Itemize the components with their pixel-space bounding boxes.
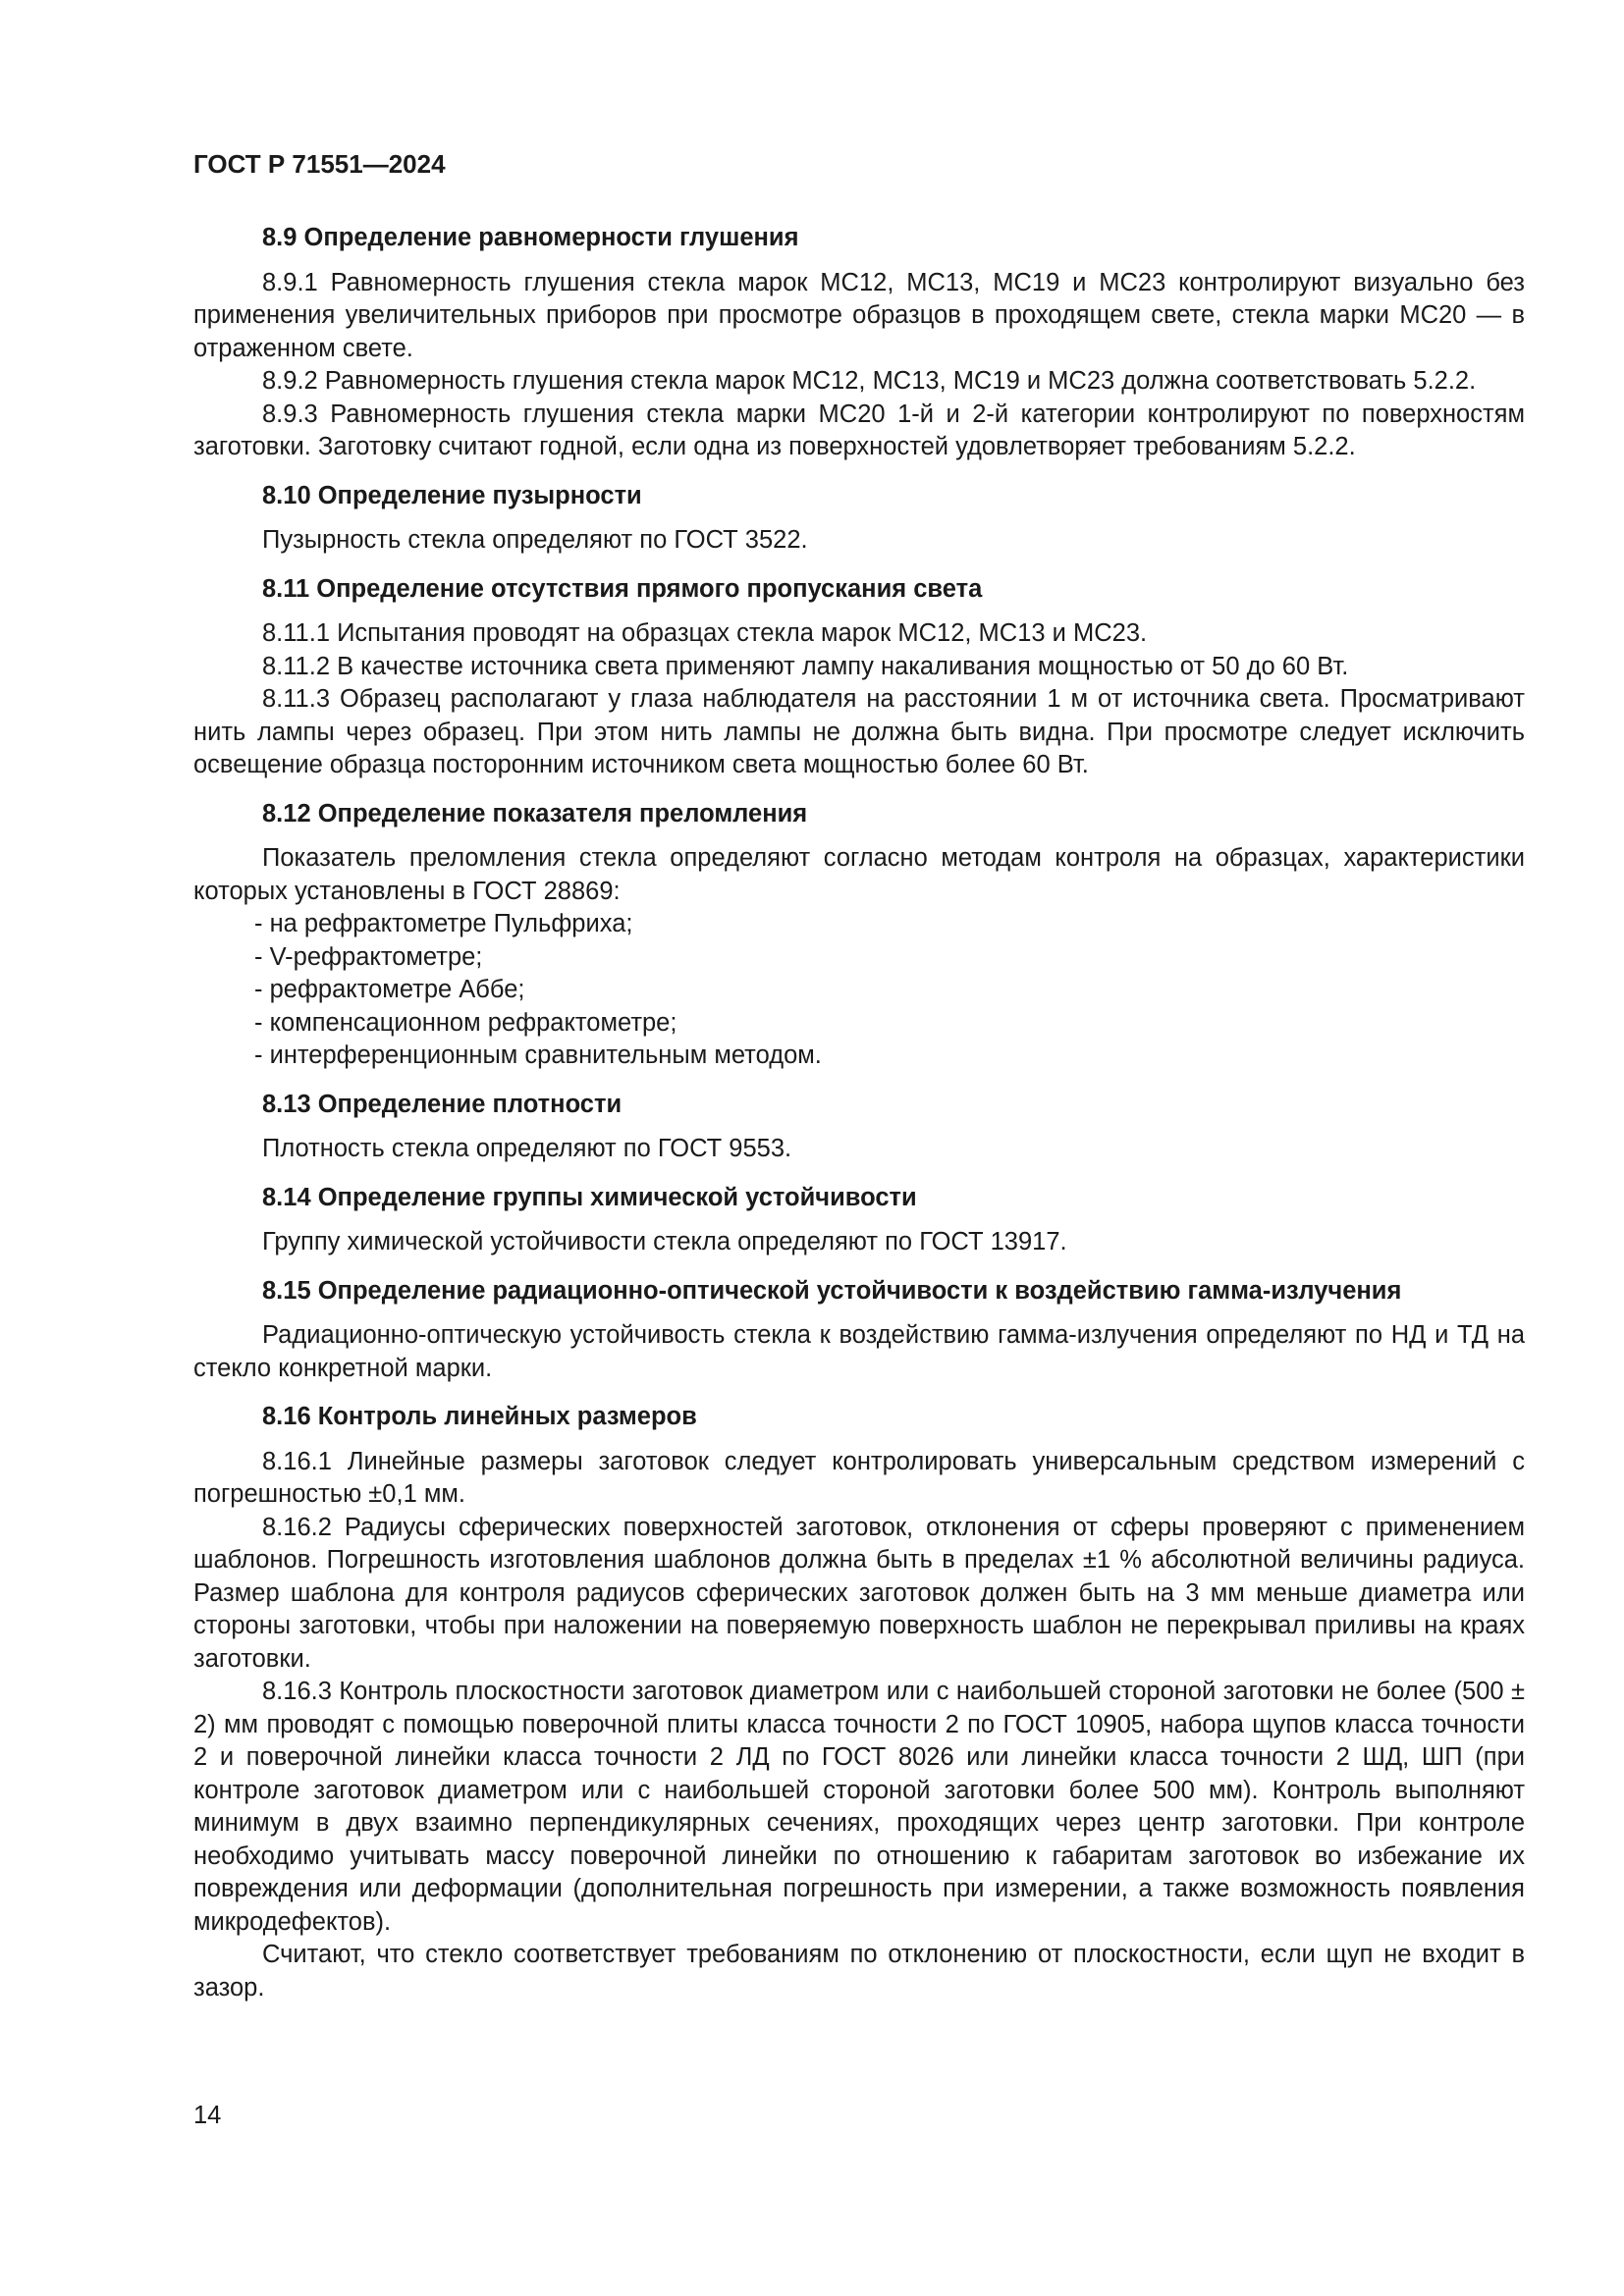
list-item: - на рефрактометре Пульфриха; [254,910,633,937]
section-8-15 [193,1275,1525,1386]
paragraph: 8.11.3 Образец располагают у глаза наблюдателя на расстоянии 1 м от источника света. Просматривают нить лампы через образец. При этом нить лампы не должна быть видна. При просмотре следует исключить освещение образца посторонним источником света мощностью более 60 Вт. [193,685,1525,778]
paragraph: 8.9.3 Равномерность глушения стекла марки МС20 1-й и 2-й категории контролируют по поверхностям заготовки. Заготовку считают годной, если одна из поверхностей удовлетворяет требованиям 5.2.2. [193,400,1525,460]
section-8-12 [193,798,1525,1073]
section-8-11 [193,573,1525,782]
section-title: 8.9 Определение равномерности глушения [262,224,799,251]
page-number: 14 [193,2102,222,2129]
section-title: 8.11 Определение отсутствия прямого пропускания света [262,574,983,603]
paragraph: 8.11.2 В качестве источника света применяют лампу накаливания мощностью от 50 до 60 Вт. [262,652,1349,680]
section-title: 8.15 Определение радиационно-оптической устойчивости к воздействию гамма-излучения [262,1276,1402,1305]
paragraph: Пузырность стекла определяют по ГОСТ 3522. [262,526,808,554]
document-header: ГОСТ Р 71551—2024 [193,149,446,179]
paragraph: 8.16.2 Радиусы сферических поверхностей заготовок, отклонения от сферы проверяют с применением шаблонов. Погрешность изготовления шаблонов должна быть в пределах ±1 % абсолютной величины радиуса. Размер шаблона для контроля радиусов сферических заготовок должен быть на 3 мм меньше диаметра или стороны заготовки, чтобы при наложении на поверяемую поверхность шаблон не перекрывал приливы на краях заготовки. [193,1513,1525,1673]
section-8-13 [193,1089,1525,1166]
section-8-10 [193,480,1525,558]
section-8-14 [193,1182,1525,1259]
paragraph: Показатель преломления стекла определяют согласно методам контроля на образцах, характеристики которых установлены в ГОСТ 28869: [193,844,1525,905]
section-title: 8.12 Определение показателя преломления [262,799,808,828]
list-item: - компенсационном рефрактометре; [254,1008,677,1037]
section-8-9 [193,222,1525,464]
method-list [193,908,1525,1073]
document-page [193,149,1525,2020]
paragraph: Радиационно-оптическую устойчивость стекла к воздействию гамма-излучения определяют по НД и ТД на стекло конкретной марки. [193,1321,1525,1382]
paragraph: Группу химической устойчивости стекла определяют по ГОСТ 13917. [262,1228,1067,1255]
paragraph: Считают, что стекло соответствует требованиям по отклонению от плоскостности, если щуп не входит в зазор. [193,1941,1525,2002]
paragraph: 8.16.1 Линейные размеры заготовок следует контролировать универсальным средством измерений с погрешностью ±0,1 мм. [193,1447,1525,1508]
section-title: 8.14 Определение группы химической устойчивости [262,1183,917,1211]
paragraph: Плотность стекла определяют по ГОСТ 9553. [262,1135,792,1162]
paragraph: 8.16.3 Контроль плоскостности заготовок диаметром или с наибольшей стороной заготовки не более (500 ± 2) мм проводят с помощью поверочной плиты класса точности 2 по ГОСТ 10905, набора щупов класса точности 2 и поверочной линейки класса точности 2 ЛД по ГОСТ 8026 или линейки класса точности 2 ШД, ШП (при контроле заготовок диаметром или с наибольшей стороной заготовки более 500 мм). Контроль выполняют минимум в двух взаимно перпендикулярных сечениях, проходящих через центр заготовки. При контроле необходимо учитывать массу поверочной линейки по отношению к габаритам заготовок во избежание их повреждения или деформации (дополнительная погрешность при измерении, а также возможность появления микродефектов). [193,1678,1525,1936]
paragraph: 8.9.1 Равномерность глушения стекла марок МС12, МС13, МС19 и МС23 контролируют визуально без применения увеличительных приборов при просмотре образцов в проходящем свете, стекла марки МС20 — в отраженном свете. [193,268,1525,362]
paragraph: 8.11.1 Испытания проводят на образцах стекла марок МС12, МС13 и МС23. [262,619,1148,647]
list-item: - рефрактометре Аббе; [254,976,525,1003]
list-item: - V-рефрактометре; [254,942,483,971]
paragraph: 8.9.2 Равномерность глушения стекла марок МС12, МС13, МС19 и МС23 должна соответствовать 5.2.2. [262,367,1477,395]
section-title: 8.10 Определение пузырности [262,481,642,509]
section-title: 8.16 Контроль линейных размеров [262,1403,697,1430]
section-8-16 [193,1401,1525,2004]
list-item: - интерференционным сравнительным методом. [254,1041,822,1069]
section-title: 8.13 Определение плотности [262,1090,623,1118]
